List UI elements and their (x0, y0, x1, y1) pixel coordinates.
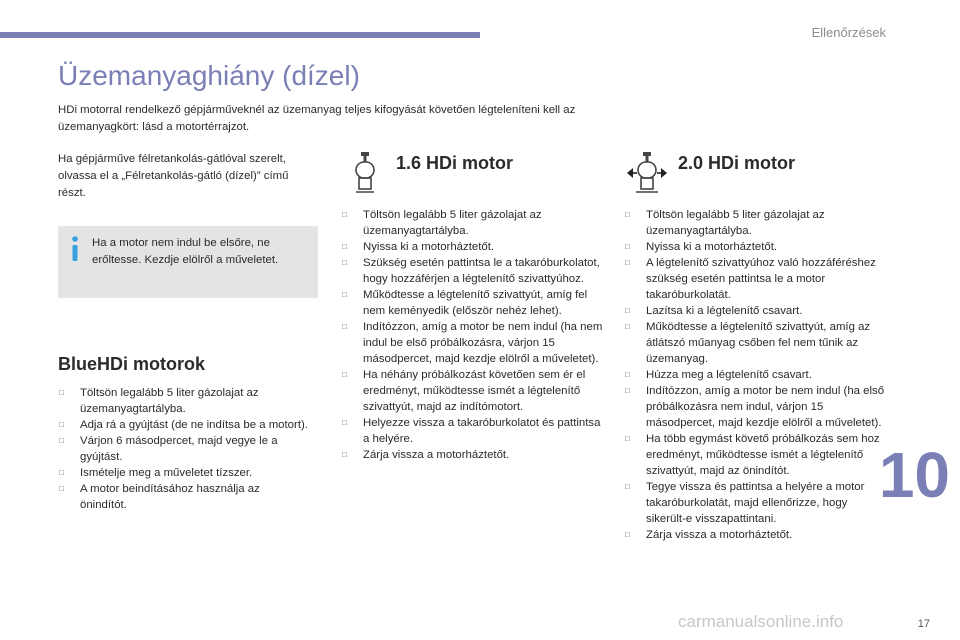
info-text: Ha a motor nem indul be elsőre, ne erőltesse. Kezdje elölről a műveletet. (92, 237, 279, 266)
list-item: □ A motor beindításához használja az önindítót. (58, 481, 308, 513)
list-item: □ A légtelenítő szivattyúhoz való hozzáféréshez szükség esetén pattintsa le a motor takaróburkolatát. (624, 255, 890, 303)
list-item: □ Zárja vissza a motorháztetőt. (624, 527, 890, 543)
list-item: □ Nyissa ki a motorháztetőt. (341, 239, 603, 255)
hdi16-title: 1.6 HDi motor (396, 153, 514, 173)
section-header: Ellenőrzések (811, 25, 886, 40)
watermark: carmanualsonline.info (678, 612, 844, 631)
page-title: Üzemanyaghiány (dízel) (58, 60, 360, 91)
list-item: □ Töltsön legalább 5 liter gázolajat az üzemanyagtartályba. (58, 385, 308, 417)
misfuel-note: Ha gépjárműve félretankolás-gátlóval szerelt, olvassa el a „Félretankolás-gátló (dízel)” című részt. (58, 153, 289, 199)
list-item: □ Töltsön legalább 5 liter gázolajat az üzemanyagtartályba. (341, 207, 603, 239)
list-item: □ Húzza meg a légtelenítő csavart. (624, 367, 890, 383)
list-item: □ Várjon 6 másodpercet, majd vegye le a gyújtást. (58, 433, 308, 465)
list-item: □ Nyissa ki a motorháztetőt. (624, 239, 890, 255)
info-icon (69, 236, 81, 262)
list-item: □ Működtesse a légtelenítő szivattyút, amíg fel nem keményedik (először nehéz lehet). (341, 287, 603, 319)
hdi16-steps (341, 207, 603, 463)
intro-paragraph: HDi motorral rendelkező gépjárműveknél az üzemanyag teljes kifogyását követően légteleníteni kell az üzemanyagkört: lásd a motortérrajzot. (58, 104, 576, 133)
list-item: □ Adja rá a gyújtást (de ne indítsa be a motort). (58, 417, 308, 433)
info-box (58, 226, 318, 298)
list-item: □ Ha több egymást követő próbálkozás sem hoz eredményt, működtesse ismét a légtelenítő szivattyút, majd az önindítót. (624, 431, 890, 479)
list-item: □ Szükség esetén pattintsa le a takaróburkolatot, hogy hozzáférjen a légtelenítő szivattyúhoz. (341, 255, 603, 287)
list-item: □ Ismételje meg a műveletet tízszer. (58, 465, 308, 481)
list-item: □ Helyezze vissza a takaróburkolatot és pattintsa a helyére. (341, 415, 603, 447)
hdi20-title: 2.0 HDi motor (678, 153, 796, 173)
list-item: □ Lazítsa ki a légtelenítő csavart. (624, 303, 890, 319)
list-item: □ Indítózzon, amíg a motor be nem indul (ha nem indul be első próbálkozásra, várjon 15 másodpercet, majd kezdje elölről a műveletet). (341, 319, 603, 367)
list-item: □ Tegye vissza és pattintsa a helyére a motor takaróburkolatát, majd ellenőrizze, hogy sikerült-e visszapattintani. (624, 479, 890, 527)
chapter-number: 10 (878, 439, 950, 511)
bluehdi-title: BlueHDi motorok (58, 354, 206, 374)
list-item: □ Ha néhány próbálkozást követően sem ér el eredményt, működtesse ismét a légtelenítő szivattyút, majd az indítómotort. (341, 367, 603, 415)
pump-arrows-icon (626, 151, 668, 193)
bluehdi-steps (58, 385, 308, 513)
list-item: □ Indítózzon, amíg a motor be nem indul (ha első próbálkozásra nem indul, várjon 15 másodpercet, majd kezdje elölről a műveletet). (624, 383, 890, 431)
pump-icon (352, 151, 378, 193)
page-number: 17 (917, 618, 930, 630)
list-item: □ Működtesse a légtelenítő szivattyút, amíg az átlátszó műanyag csőben fel nem tűnik az üzemanyag. (624, 319, 890, 367)
hdi20-steps (624, 207, 890, 543)
header-accent-bar (0, 32, 480, 38)
list-item: □ Zárja vissza a motorháztetőt. (341, 447, 603, 463)
list-item: □ Töltsön legalább 5 liter gázolajat az üzemanyagtartályba. (624, 207, 890, 239)
